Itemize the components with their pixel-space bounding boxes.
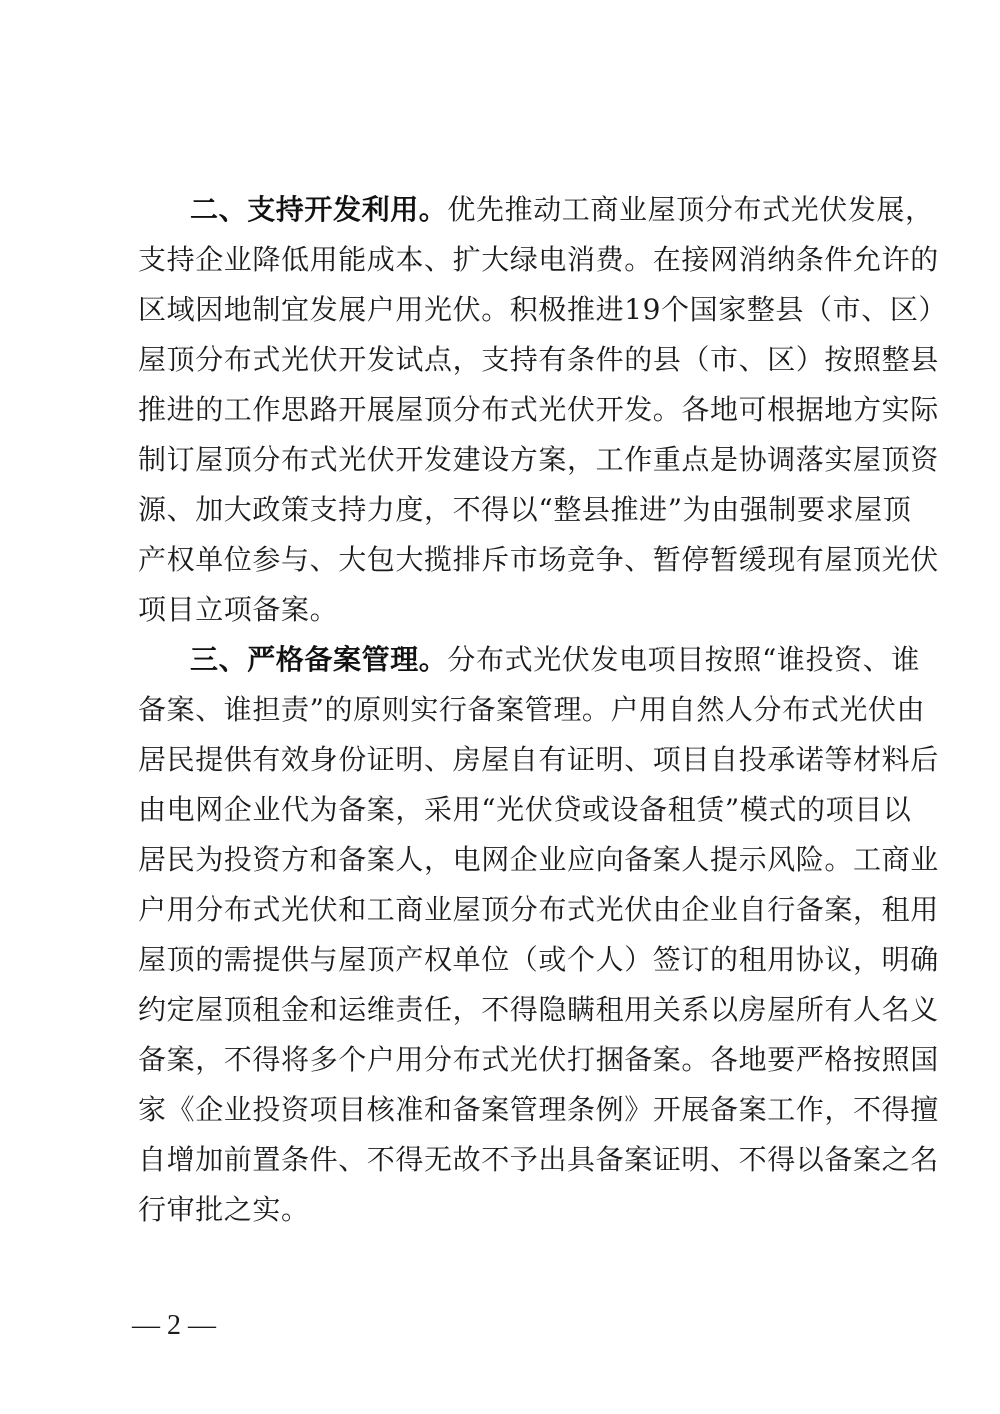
section-2-first-line (190, 186, 934, 234)
paragraph-line: 居民提供有效身份证明、房屋自有证明、项目自投承诺等材料后 (138, 743, 939, 776)
paragraph-line: 支持企业降低用能成本、扩大绿电消费。在接网消纳条件允许的 (138, 243, 939, 276)
paragraph-line: 备案，不得将多个户用分布式光伏打捆备案。各地要严格按照国 (138, 1043, 939, 1076)
paragraph-line: 项目立项备案。 (138, 593, 339, 626)
page-number: — 2 — (132, 1310, 216, 1341)
paragraph-line: 居民为投资方和备案人，电网企业应向备案人提示风险。工商业 (138, 843, 939, 876)
section-3-heading: 三、严格备案管理。 (190, 643, 448, 676)
paragraph-line: 户用分布式光伏和工商业屋顶分布式光伏由企业自行备案，租用 (138, 893, 939, 926)
paragraph-line: 推进的工作思路开展屋顶分布式光伏开发。各地可根据地方实际 (138, 393, 939, 426)
paragraph-line: 屋顶的需提供与屋顶产权单位（或个人）签订的租用协议，明确 (138, 943, 939, 976)
paragraph-line: 备案、谁担责”的原则实行备案管理。户用自然人分布式光伏由 (138, 693, 926, 726)
paragraph-line: 区域因地制宜发展户用光伏。积极推进19个国家整县（市、区） (138, 293, 948, 326)
paragraph-line: 约定屋顶租金和运维责任，不得隐瞒租用关系以房屋所有人名义 (138, 993, 939, 1026)
paragraph-line: 制订屋顶分布式光伏开发建设方案，工作重点是协调落实屋顶资 (138, 443, 939, 476)
paragraph-line: 家《企业投资项目核准和备案管理条例》开展备案工作，不得擅 (138, 1093, 939, 1126)
paragraph-line: 产权单位参与、大包大揽排斥市场竞争、暂停暂缓现有屋顶光伏 (138, 543, 939, 576)
paragraph-line: 由电网企业代为备案，采用“光伏贷或设备租赁”模式的项目以 (138, 793, 912, 826)
paragraph-line: 自增加前置条件、不得无故不予出具备案证明、不得以备案之名 (138, 1143, 939, 1176)
paragraph-line: 屋顶分布式光伏开发试点，支持有条件的县（市、区）按照整县 (138, 343, 939, 376)
paragraph-line: 源、加大政策支持力度，不得以“整县推进”为由强制要求屋顶 (138, 493, 912, 526)
section-2-first-line-text: 优先推动工商业屋顶分布式光伏发展， (447, 193, 934, 226)
section-3-first-line (190, 636, 920, 684)
paragraph-line: 行审批之实。 (138, 1193, 310, 1226)
section-2-heading: 二、支持开发利用。 (190, 193, 448, 226)
section-3-first-line-text: 分布式光伏发电项目按照“谁投资、谁 (447, 643, 920, 676)
